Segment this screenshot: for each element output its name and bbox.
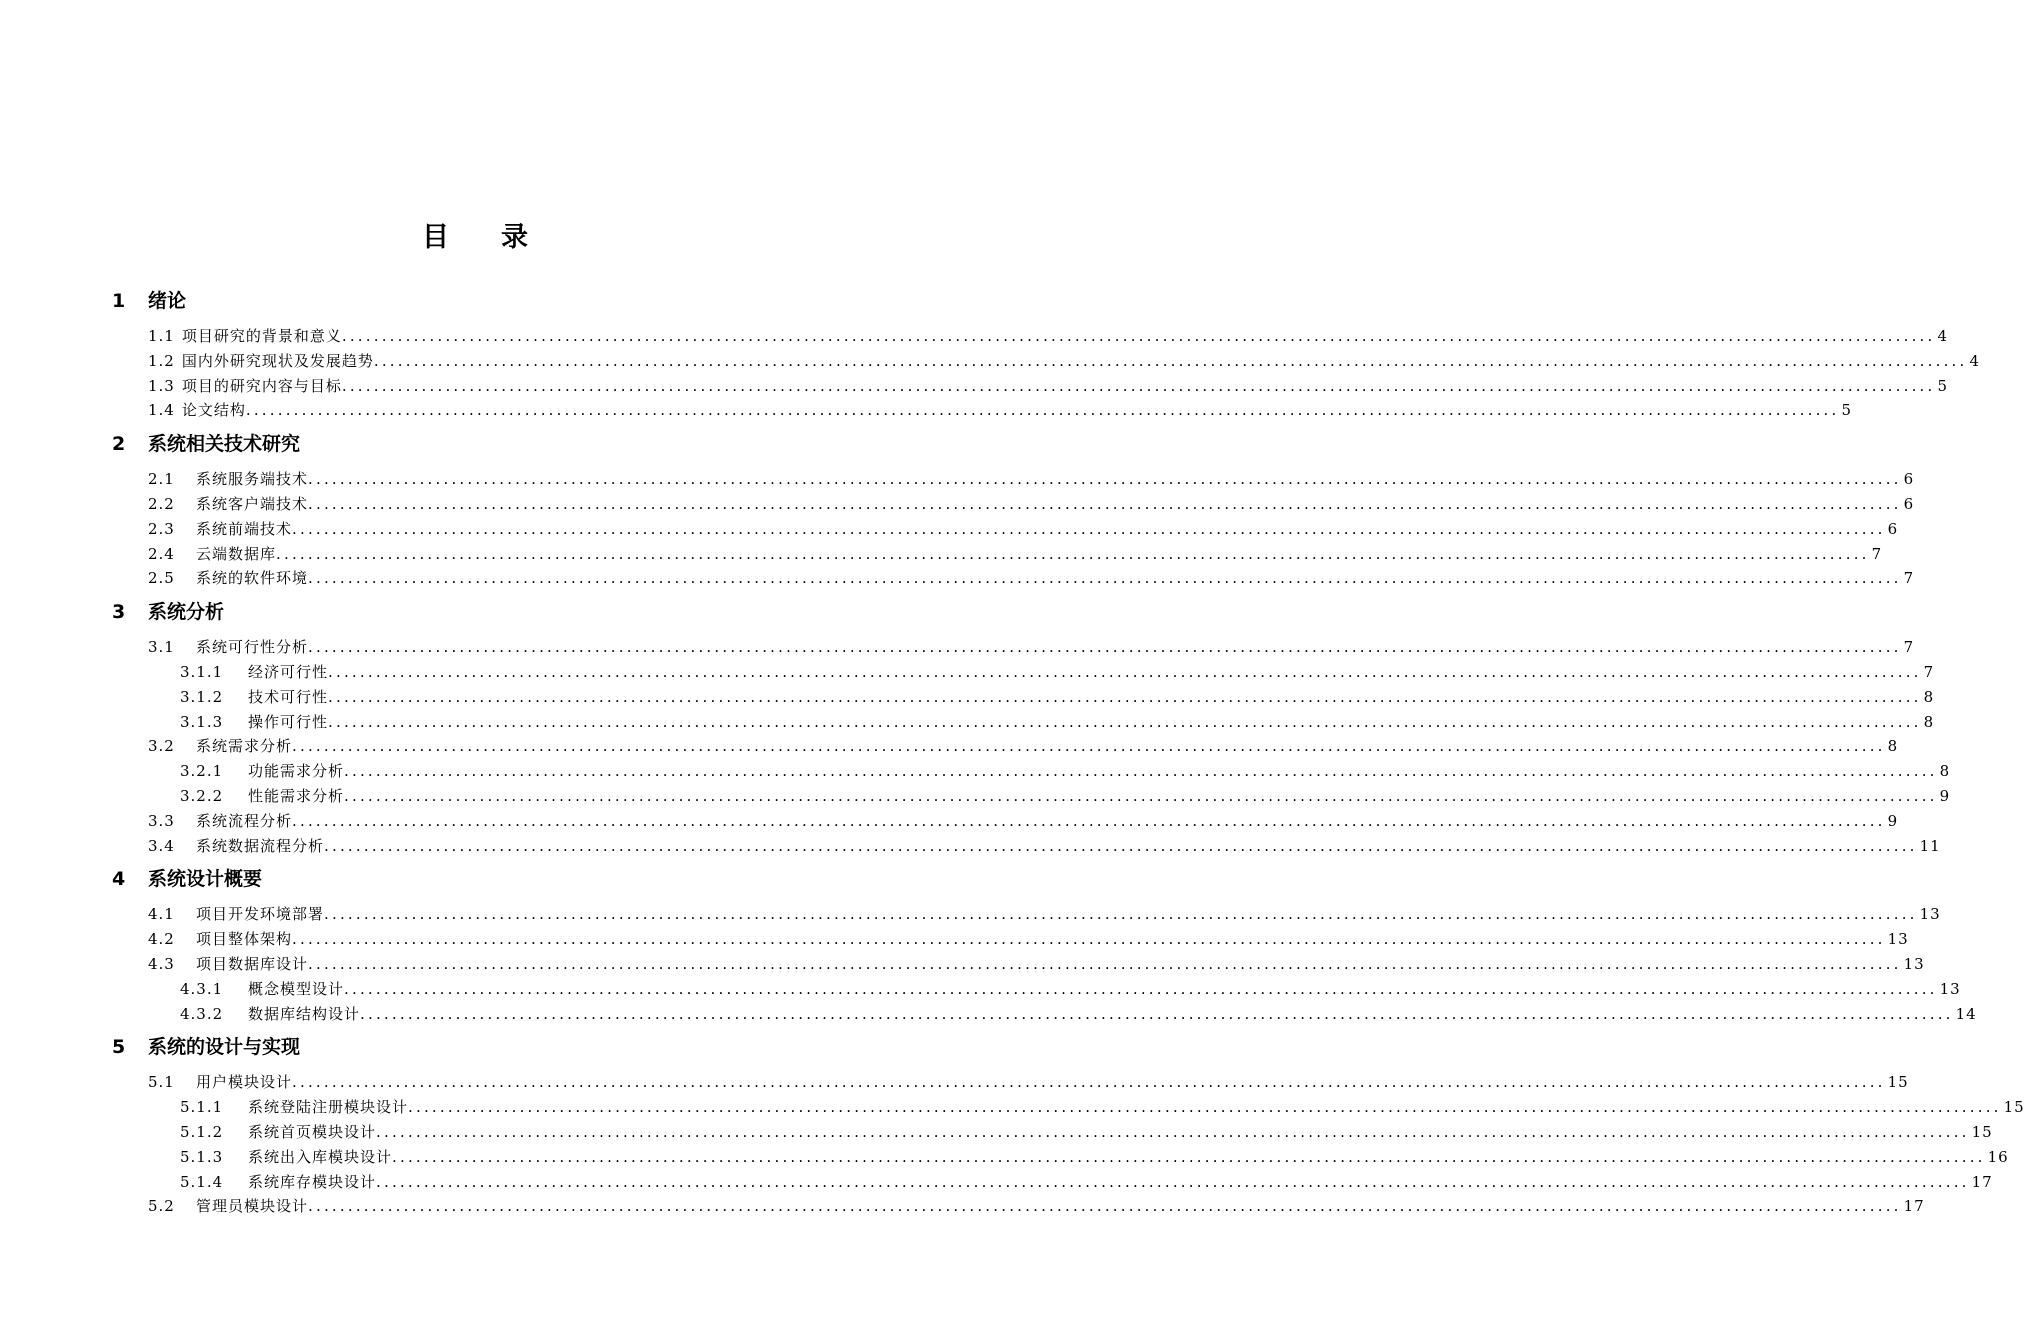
entry-number: 3.2.2 [180,786,224,805]
entry-number: 4.3.1 [180,979,224,998]
entry-title: 技术可行性 [248,687,329,706]
entry-title: 系统需求分析 [196,737,293,756]
dot-leader: ........................................................................................................................................................................................................ [308,1197,1902,1216]
toc-entry[interactable] [148,349,1981,374]
dot-leader: ........................................................................................................................................................................................................ [324,905,1918,924]
entry-page-number: 9 [1939,786,1951,805]
entry-number: 3.1 [148,638,175,657]
entry-number: 3.2 [148,737,175,756]
entry-title: 系统出入库模块设计 [248,1147,393,1166]
toc-entry[interactable] [148,952,1925,977]
entry-title: 功能需求分析 [248,762,345,781]
toc-entry[interactable] [148,398,1853,423]
entry-number: 2.1 [148,470,175,489]
toc-entry[interactable] [180,1120,1993,1145]
entry-page-number: 8 [1887,737,1899,756]
entry-number: 5.1 [148,1073,175,1092]
table-of-contents [0,284,2025,1223]
dot-leader: ........................................................................................................................................................................................................ [341,327,1936,345]
toc-entry[interactable] [180,1145,2009,1170]
toc-entry-list [0,635,1951,858]
entry-number: 5.2 [148,1197,175,1216]
toc-chapter-heading[interactable] [0,1030,950,1066]
toc-chapter-heading[interactable] [0,595,950,631]
entry-page-number: 13 [1903,954,1925,973]
dot-leader: ........................................................................................................................................................................................................ [308,569,1902,588]
toc-entry[interactable] [148,809,1899,834]
toc-entry[interactable] [180,660,1935,685]
entry-number: 2.2 [148,494,175,513]
entry-number: 4.3.2 [180,1004,224,1023]
dot-leader: ........................................................................................................................................................................................................ [292,519,1886,538]
dot-leader: ........................................................................................................................................................................................................ [292,737,1886,756]
entry-page-number: 13 [1939,979,1961,998]
toc-entry[interactable] [148,927,1909,952]
dot-leader: ........................................................................................................................................................................................................ [324,836,1918,855]
entry-page-number: 8 [1939,762,1951,781]
dot-leader: ........................................................................................................................................................................................................ [376,1122,1970,1141]
chapter-title: 系统的设计与实现 [148,1036,301,1059]
dot-leader: ........................................................................................................................................................................................................ [408,1098,2002,1117]
toc-entry[interactable] [148,1194,1925,1219]
toc-entry[interactable] [148,1070,1909,1095]
entry-number: 1.4 [148,401,175,420]
dot-leader: ........................................................................................................................................................................................................ [245,401,1840,420]
dot-leader: ........................................................................................................................................................................................................ [308,954,1902,973]
entry-title: 论文结构 [181,401,246,420]
entry-number: 3.1.1 [180,662,224,681]
entry-page-number: 7 [1871,544,1883,563]
entry-title: 系统可行性分析 [196,638,309,657]
entry-title: 系统流程分析 [196,811,293,830]
toc-entry[interactable] [180,977,1961,1002]
toc-entry-list [0,467,1915,591]
toc-entry[interactable] [148,374,1949,399]
entry-title: 性能需求分析 [248,786,345,805]
entry-page-number: 7 [1923,662,1935,681]
entry-title: 系统客户端技术 [196,494,309,513]
entry-title: 系统首页模块设计 [248,1122,377,1141]
chapter-number: 3 [112,601,126,624]
entry-number: 2.5 [148,569,175,588]
toc-chapter-heading[interactable] [0,427,950,463]
entry-title: 系统前端技术 [196,519,293,538]
toc-entry[interactable] [148,834,1941,859]
entry-number: 5.1.4 [180,1172,224,1191]
entry-page-number: 11 [1919,836,1941,855]
entry-page-number: 8 [1923,687,1935,706]
entry-page-number: 17 [1971,1172,1993,1191]
entry-page-number: 9 [1887,811,1899,830]
dot-leader: ........................................................................................................................................................................................................ [360,1004,1954,1023]
toc-entry-list [0,902,1977,1026]
chapter-title: 系统分析 [148,601,225,624]
toc-entry[interactable] [180,784,1951,809]
entry-page-number: 6 [1903,494,1915,513]
entry-title: 数据库结构设计 [248,1004,361,1023]
entry-page-number: 13 [1919,905,1941,924]
dot-leader: ........................................................................................................................................................................................................ [308,638,1902,657]
dot-leader: ........................................................................................................................................................................................................ [292,930,1886,949]
entry-title: 项目整体架构 [196,930,293,949]
entry-number: 3.1.2 [180,687,224,706]
chapter-number: 1 [112,290,126,312]
entry-title: 系统登陆注册模块设计 [248,1098,409,1117]
entry-page-number: 13 [1887,930,1909,949]
entry-page-number: 7 [1903,569,1915,588]
entry-title: 云端数据库 [196,544,277,563]
toc-entry[interactable] [180,710,1935,735]
dot-leader: ........................................................................................................................................................................................................ [376,1172,1970,1191]
toc-entry[interactable] [148,734,1899,759]
entry-number: 5.1.1 [180,1098,224,1117]
chapter-title: 系统相关技术研究 [148,433,301,456]
chapter-number: 5 [112,1036,126,1059]
entry-title: 系统数据流程分析 [196,836,325,855]
toc-entry-list [0,324,1981,423]
entry-title: 系统库存模块设计 [248,1172,377,1191]
entry-page-number: 15 [1887,1073,1909,1092]
entry-number: 4.1 [148,905,175,924]
entry-title: 经济可行性 [248,662,329,681]
entry-title: 概念模型设计 [248,979,345,998]
entry-number: 2.3 [148,519,175,538]
dot-leader: ........................................................................................................................................................................................................ [341,376,1936,395]
entry-page-number: 17 [1903,1197,1925,1216]
entry-page-number: 8 [1923,712,1935,731]
toc-entry[interactable] [180,759,1951,784]
chapter-title: 绪论 [148,290,187,312]
dot-leader: ........................................................................................................................................................................................................ [308,494,1902,513]
entry-page-number: 5 [1841,401,1853,420]
toc-entry[interactable] [148,492,1915,517]
entry-page-number: 4 [1937,327,1949,345]
dot-leader: ........................................................................................................................................................................................................ [328,687,1922,706]
dot-leader: ........................................................................................................................................................................................................ [344,762,1938,781]
entry-title: 用户模块设计 [196,1073,293,1092]
entry-page-number: 16 [1987,1147,2009,1166]
entry-number: 2.4 [148,544,175,563]
entry-page-number: 15 [1971,1122,1993,1141]
toc-entry[interactable] [180,685,1935,710]
toc-entry[interactable] [180,1170,1993,1195]
entry-number: 4.2 [148,930,175,949]
entry-title: 系统服务端技术 [196,470,309,489]
entry-title: 系统的软件环境 [196,569,309,588]
chapter-number: 4 [112,868,126,891]
entry-number: 5.1.2 [180,1122,224,1141]
toc-entry[interactable] [148,542,1883,567]
entry-number: 5.1.3 [180,1147,224,1166]
entry-page-number: 6 [1887,519,1899,538]
entry-page-number: 14 [1955,1004,1977,1023]
entry-number: 1.1 [148,327,175,345]
chapter-number: 2 [112,433,126,456]
dot-leader: ........................................................................................................................................................................................................ [373,351,1968,370]
dot-leader: ........................................................................................................................................................................................................ [328,712,1922,731]
page-title: 目录 [422,222,580,253]
entry-title: 国内外研究现状及发展趋势 [181,351,374,370]
dot-leader: ........................................................................................................................................................................................................ [392,1147,1986,1166]
toc-chapter-heading[interactable] [0,284,950,320]
dot-leader: ........................................................................................................................................................................................................ [276,544,1870,563]
entry-title: 项目开发环境部署 [196,905,325,924]
dot-leader: ........................................................................................................................................................................................................ [344,786,1938,805]
toc-entry[interactable] [180,1095,2025,1120]
entry-page-number: 5 [1937,376,1949,395]
entry-number: 3.1.3 [180,712,224,731]
toc-entry[interactable] [148,566,1915,591]
toc-chapter-heading[interactable] [0,862,950,898]
toc-entry[interactable] [148,635,1915,660]
entry-number: 3.4 [148,836,175,855]
dot-leader: ........................................................................................................................................................................................................ [308,470,1902,489]
entry-title: 项目的研究内容与目标 [181,376,342,395]
dot-leader: ........................................................................................................................................................................................................ [292,1073,1886,1092]
dot-leader: ........................................................................................................................................................................................................ [344,979,1938,998]
toc-entry[interactable] [148,517,1899,542]
entry-number: 3.3 [148,811,175,830]
entry-number: 1.2 [148,351,175,370]
toc-entry-list [0,1070,2025,1219]
entry-title: 项目数据库设计 [196,954,309,973]
toc-entry[interactable] [148,467,1915,492]
dot-leader: ........................................................................................................................................................................................................ [292,811,1886,830]
entry-page-number: 4 [1969,351,1981,370]
chapter-title: 系统设计概要 [148,868,263,891]
toc-entry[interactable] [148,324,1949,349]
toc-entry[interactable] [148,902,1941,927]
entry-title: 管理员模块设计 [196,1197,309,1216]
entry-title: 项目研究的背景和意义 [181,327,342,345]
entry-page-number: 15 [2003,1098,2025,1117]
entry-number: 4.3 [148,954,175,973]
entry-number: 1.3 [148,376,175,395]
dot-leader: ........................................................................................................................................................................................................ [328,662,1922,681]
entry-title: 操作可行性 [248,712,329,731]
entry-page-number: 6 [1903,470,1915,489]
entry-number: 3.2.1 [180,762,224,781]
toc-entry[interactable] [180,1002,1977,1027]
entry-page-number: 7 [1903,638,1915,657]
